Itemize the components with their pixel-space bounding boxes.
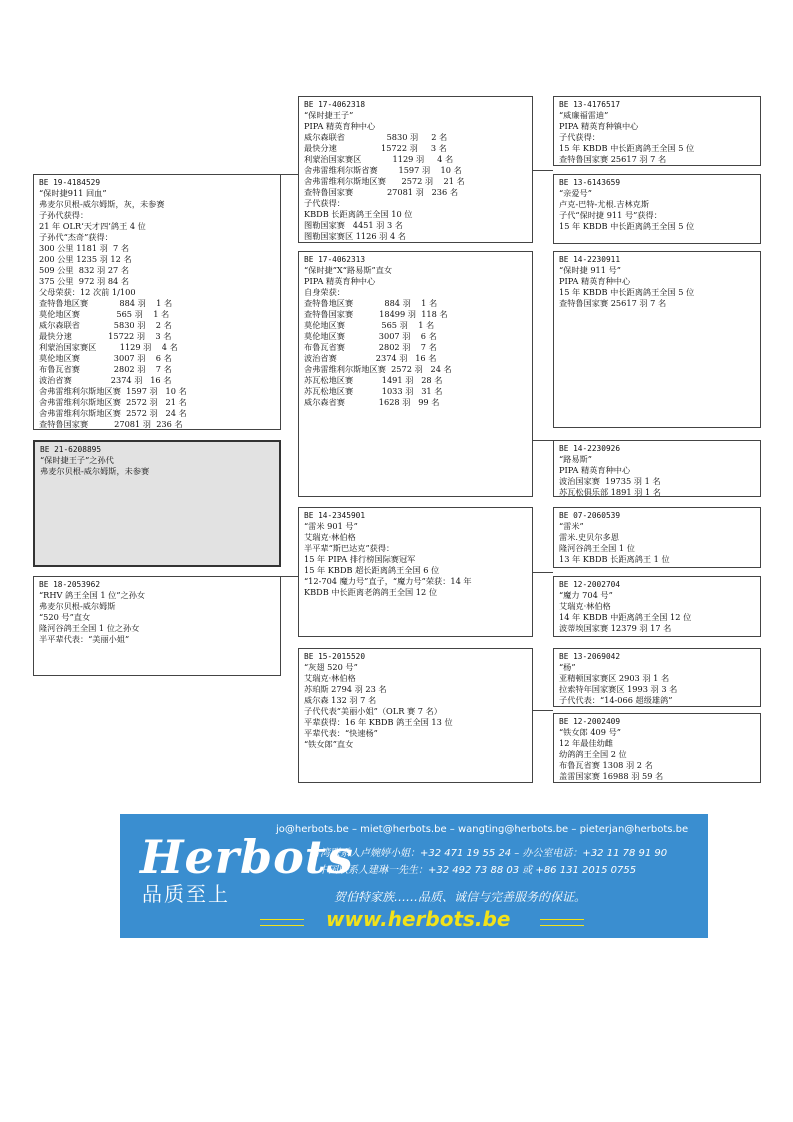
ring-number: BE 19-4184529 — [39, 178, 101, 187]
pedigree-line: “灰翅 520 号” — [304, 662, 358, 672]
pedigree-line: 威尔森省赛 1628 羽 99 名 — [304, 397, 440, 407]
connector-line — [281, 174, 298, 175]
pedigree-line: 苏瓦松俱乐部 1891 羽 1 名 — [559, 487, 661, 497]
pedigree-line: “魔力 704 号” — [559, 590, 613, 600]
pedigree-line: PIPA 精英育种中心 — [559, 276, 631, 286]
pedigree-line: KBDB 中长距离老鸽鸽王全国 12 位 — [304, 587, 438, 597]
pedigree-box-dam-dam — [298, 648, 533, 783]
pedigree-line: 威尔森联省 5830 羽 2 名 — [39, 320, 172, 330]
pedigree-box-gen3-5 — [553, 507, 761, 568]
pedigree-box-gen3-6 — [553, 576, 761, 637]
pedigree-line: “雷米” — [559, 521, 584, 531]
pedigree-line: 舍弗雷维利尔斯地区赛 2572 羽 21 名 — [304, 176, 465, 186]
ring-number: BE 15-2015520 — [304, 652, 366, 661]
connector-line — [533, 170, 553, 171]
pedigree-line: 21 年 OLR‘天才四’鸽王 4 位 — [39, 221, 146, 231]
connector-line — [281, 576, 298, 577]
pedigree-line: 子孙代“杰奇”获得： — [39, 232, 113, 242]
ring-number: BE 18-2053962 — [39, 580, 101, 589]
pedigree-box-gen3-3 — [553, 251, 761, 428]
pedigree-line: 弗麦尔贝根-威尔姆斯，灰，未参赛 — [39, 199, 165, 209]
pedigree-line: 15 年 PIPA 排行榜国际赛冠军 — [304, 554, 416, 564]
pedigree-line: “520 号”直女 — [39, 612, 91, 622]
herbots-logo: Herbots — [140, 830, 354, 884]
pedigree-line: 15 年 KBDB 中长距离鸽王全国 5 位 — [559, 287, 695, 297]
pedigree-line: 艾瑞克·林伯格 — [304, 673, 356, 683]
pedigree-line: 子代获得： — [304, 198, 345, 208]
pedigree-box-sire-dam — [298, 251, 533, 497]
pedigree-line: 查特鲁国家赛 27081 羽 236 名 — [39, 419, 183, 429]
ring-number: BE 17-4062313 — [304, 255, 366, 264]
pedigree-line: 布鲁瓦省赛 2802 羽 7 名 — [304, 342, 437, 352]
pedigree-line: “雷米 901 号” — [304, 521, 358, 531]
pedigree-line: 舍弗雷维利尔斯地区赛 2572 羽 24 名 — [304, 364, 452, 374]
ring-number: BE 14-2230926 — [559, 444, 621, 453]
pedigree-line: “RHV 鸽王全国 1 位”之孙女 — [39, 590, 146, 600]
connector-line — [533, 710, 553, 711]
pedigree-line: “亲爱号” — [559, 188, 592, 198]
contact-emails: jo@herbots.be – miet@herbots.be – wangting@herbots.be – pieterjan@herbots.be — [276, 824, 689, 835]
ring-number: BE 14-2345901 — [304, 511, 366, 520]
pedigree-line: 隆河谷鸽王全国 1 位 — [559, 543, 635, 553]
pedigree-line: “路易斯” — [559, 454, 592, 464]
pedigree-box-sire — [33, 174, 281, 430]
pedigree-box-gen3-2 — [553, 174, 761, 244]
pedigree-line: 布鲁瓦省赛 2802 羽 7 名 — [39, 364, 172, 374]
pedigree-line: 子代获得： — [559, 132, 600, 142]
pedigree-line: 波蒂埃国家赛 12379 羽 17 名 — [559, 623, 672, 633]
pedigree-line: 查特鲁国家赛 18499 羽 118 名 — [304, 309, 448, 319]
pedigree-line: 利蒙治国家赛区 1129 羽 4 名 — [304, 154, 454, 164]
pedigree-box-dam-sire — [298, 507, 533, 637]
pedigree-line: “保时捷”X“路易斯”直女 — [304, 265, 393, 275]
pedigree-line: “保时捷911 回血” — [39, 188, 107, 198]
pedigree-line: 苏珀斯 2794 羽 23 名 — [304, 684, 387, 694]
pedigree-box-dam — [33, 576, 281, 676]
pedigree-line: 隆河谷鸽王全国 1 位之孙女 — [39, 623, 140, 633]
pedigree-line: 威尔森 132 羽 7 名 — [304, 695, 377, 705]
pedigree-line: 拉索特年国家赛区 1993 羽 3 名 — [559, 684, 678, 694]
pedigree-line: 舍弗雷维利尔斯地区赛 2572 羽 24 名 — [39, 408, 187, 418]
pedigree-line: 舍弗雷维利尔斯地区赛 2572 羽 21 名 — [39, 397, 187, 407]
pedigree-line: 查特鲁地区赛 884 羽 1 名 — [304, 298, 438, 308]
taiwan-contact: 台湾联系人卢婉婷小姐：+32 471 19 55 24 – 办公室电话：+32 11 78 91 90 — [310, 848, 668, 859]
pedigree-box-sire-sire — [298, 96, 533, 243]
ring-number: BE 13-4176517 — [559, 100, 621, 109]
pedigree-line: 莫伦地区赛 565 羽 1 名 — [39, 309, 170, 319]
pedigree-line: 幼鸽鸽王全国 2 位 — [559, 749, 627, 759]
pedigree-line: 莫伦地区赛 565 羽 1 名 — [304, 320, 435, 330]
ring-number: BE 12-2002704 — [559, 580, 621, 589]
pedigree-line: 苏瓦松地区赛 1033 羽 31 名 — [304, 386, 443, 396]
china-contact: 中国联系人建琳一先生：+32 492 73 88 03 或 +86 131 2015 0755 — [318, 865, 637, 876]
pedigree-line: 图勒国家赛 4451 羽 3 名 — [304, 220, 403, 230]
tagline: 贺伯特家族……品质、诚信与完善服务的保证。 — [334, 890, 587, 904]
pedigree-line: 布鲁瓦省赛 1308 羽 2 名 — [559, 760, 653, 770]
pedigree-line: 13 年 KBDB 长距离鸽王 1 位 — [559, 554, 670, 564]
pedigree-line: PIPA 精英育种中心 — [559, 465, 631, 475]
ring-number: BE 17-4062318 — [304, 100, 366, 109]
pedigree-line: “保时捷王子” — [304, 110, 354, 120]
pedigree-line: 波治国家赛 19735 羽 1 名 — [559, 476, 661, 486]
pedigree-line: 子孙代获得： — [39, 210, 89, 220]
pedigree-box-gen3-8 — [553, 713, 761, 783]
herbots-banner — [120, 814, 708, 938]
pedigree-line: 半平辈代表：“美丽小姐” — [39, 634, 130, 644]
pedigree-line: “保时捷王子”之孙代 — [40, 455, 114, 465]
ring-number: BE 14-2230911 — [559, 255, 621, 264]
pedigree-line: “12-704 魔力号”直子，“魔力号”荣获：14 年 — [304, 576, 472, 586]
pedigree-box-gen3-7 — [553, 648, 761, 707]
pedigree-line: 平辈获得：16 年 KBDB 鸽王全国 13 位 — [304, 717, 453, 727]
pedigree-line: PIPA 精英育种镇中心 — [559, 121, 639, 131]
pedigree-line: PIPA 精英育种中心 — [304, 121, 376, 131]
pedigree-line: 查特鲁国家赛 25617 羽 7 名 — [559, 154, 667, 164]
pedigree-line: 半平辈“斯巴达克”获得： — [304, 543, 395, 553]
pedigree-line: 子代代表：“14-066 超级雄鸽” — [559, 695, 673, 705]
connector-line — [533, 572, 553, 573]
url-decoration-right — [540, 919, 584, 926]
pedigree-line: 卢克-巴特-尤根.吉林克斯 — [559, 199, 650, 209]
pedigree-line: 亚精顿国家赛区 2903 羽 1 名 — [559, 673, 670, 683]
ring-number: BE 12-2002409 — [559, 717, 621, 726]
pedigree-line: 平辈代表：“快速杨” — [304, 728, 378, 738]
pedigree-line: 查特鲁国家赛 27081 羽 236 名 — [304, 187, 459, 197]
pedigree-line: KBDB 长距离鸽王全国 10 位 — [304, 209, 413, 219]
pedigree-box-gen3-1 — [553, 96, 761, 166]
pedigree-line: “保时捷 911 号” — [559, 265, 621, 275]
pedigree-line: 最快分速 15722 羽 3 名 — [39, 331, 172, 341]
pedigree-box-gen3-4 — [553, 440, 761, 497]
pedigree-line: 父母荣获：12 次前 1/100 — [39, 287, 136, 297]
pedigree-line: 子代代表“美丽小姐”（OLR 赛 7 名） — [304, 706, 442, 716]
pedigree-line: “威廉福雷迪” — [559, 110, 609, 120]
pedigree-line: 200 公里 1235 羽 12 名 — [39, 254, 132, 264]
url-decoration-left — [260, 919, 304, 926]
pedigree-line: 图勒国家赛区 1126 羽 4 名 — [304, 231, 406, 241]
pedigree-line: 利蒙治国家赛区 1129 羽 4 名 — [39, 342, 178, 352]
pedigree-line: 12 年最佳幼雌 — [559, 738, 613, 748]
pedigree-line: 14 年 KBDB 中距离鸽王全国 12 位 — [559, 612, 692, 622]
pedigree-line: 15 年 KBDB 超长距离鸽王全国 6 位 — [304, 565, 440, 575]
pedigree-line: 苏瓦松地区赛 1491 羽 28 名 — [304, 375, 443, 385]
pedigree-line: 威尔森联省 5830 羽 2 名 — [304, 132, 448, 142]
pedigree-line: 15 年 KBDB 中长距离鸽王全国 5 位 — [559, 221, 695, 231]
pedigree-line: 舍弗雷维利尔斯地区赛 1597 羽 10 名 — [39, 386, 187, 396]
pedigree-box-subject — [33, 440, 281, 567]
pedigree-line: 15 年 KBDB 中长距离鸽王全国 5 位 — [559, 143, 695, 153]
website-link[interactable]: www.herbots.be — [326, 907, 511, 931]
pedigree-line: “铁女郎 409 号” — [559, 727, 621, 737]
pedigree-line: 波治省赛 2374 羽 16 名 — [39, 375, 172, 385]
pedigree-line: 最快分速 15722 羽 3 名 — [304, 143, 447, 153]
pedigree-line: 艾瑞克·林伯格 — [559, 601, 611, 611]
pedigree-line: 300 公里 1181 羽 7 名 — [39, 243, 130, 253]
pedigree-line: 子代“保时捷 911 号”获得： — [559, 210, 662, 220]
pedigree-line: 雷米.史贝尔多恩 — [559, 532, 619, 542]
pedigree-line: 莫伦地区赛 3007 羽 6 名 — [39, 353, 172, 363]
pedigree-line: 509 公里 832 羽 27 名 — [39, 265, 130, 275]
ring-number: BE 13-6143659 — [559, 178, 621, 187]
pedigree-line: 查特鲁国家赛 25617 羽 7 名 — [559, 298, 667, 308]
pedigree-line: 波治省赛 2374 羽 16 名 — [304, 353, 437, 363]
pedigree-line: 弗麦尔贝根-威尔姆斯 — [39, 601, 116, 611]
pedigree-line: “铁女郎”直女 — [304, 739, 354, 749]
pedigree-line: 盖雷国家赛 16988 羽 59 名 — [559, 771, 664, 781]
pedigree-line: 弗麦尔贝根-威尔姆斯，未参赛 — [40, 466, 150, 476]
pedigree-line: 莫伦地区赛 3007 羽 6 名 — [304, 331, 437, 341]
pedigree-line: 舍弗雷维利尔斯省赛 1597 羽 10 名 — [304, 165, 462, 175]
pedigree-line: 艾瑞克·林伯格 — [304, 532, 356, 542]
pedigree-line: 375 公里 972 羽 84 名 — [39, 276, 130, 286]
ring-number: BE 13-2069042 — [559, 652, 621, 661]
ring-number: BE 07-2060539 — [559, 511, 621, 520]
ring-number: BE 21-6208895 — [40, 445, 102, 454]
pedigree-line: “杨” — [559, 662, 576, 672]
pedigree-line: PIPA 精英育种中心 — [304, 276, 376, 286]
slogan: 品质至上 — [142, 882, 230, 906]
pedigree-line: 自身荣获： — [304, 287, 345, 297]
connector-line — [533, 440, 553, 441]
pedigree-line: 查特鲁地区赛 884 羽 1 名 — [39, 298, 173, 308]
